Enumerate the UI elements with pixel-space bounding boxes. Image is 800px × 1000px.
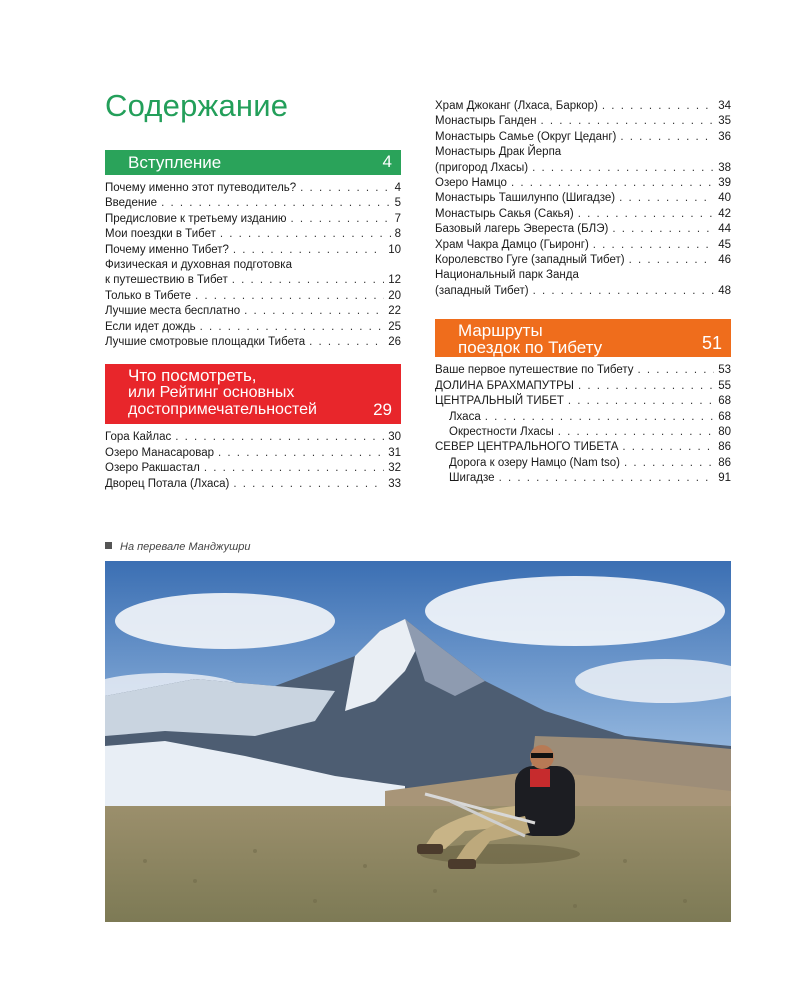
section-sights-page: 29 — [373, 400, 392, 420]
toc-entry-label: Монастырь Ганден — [435, 115, 537, 128]
dot-leader — [485, 410, 714, 425]
toc-entry[interactable] — [435, 176, 731, 191]
toc-entry[interactable] — [435, 191, 731, 206]
toc-entry[interactable] — [435, 238, 731, 253]
section-sights-title-3: достопримечательностей — [128, 401, 317, 419]
toc-entry-page: 48 — [718, 284, 731, 297]
toc-entry-page: 12 — [388, 274, 401, 287]
toc-entry-label: СЕВЕР ЦЕНТРАЛЬНОГО ТИБЕТА — [435, 441, 619, 454]
toc-entry-label: Лучшие смотровые площадки Тибета — [105, 336, 306, 349]
dot-leader — [629, 253, 715, 268]
toc-entry-label: Почему именно Тибет? — [105, 243, 229, 256]
toc-entry-label: Монастырь Драк Йерпа — [435, 146, 562, 159]
section-sights-header[interactable] — [105, 364, 401, 424]
toc-entry-label: Почему именно этот путеводитель? — [105, 182, 297, 194]
photo-caption — [105, 541, 251, 553]
toc-column-left — [105, 150, 401, 492]
dot-leader — [195, 289, 384, 304]
toc-entry-label: Лхаса — [449, 410, 481, 423]
dot-leader — [244, 304, 384, 319]
dot-leader — [612, 222, 714, 237]
toc-entry[interactable] — [105, 446, 401, 461]
toc-entry[interactable] — [435, 471, 731, 486]
toc-entry-page: 33 — [388, 477, 401, 490]
toc-entry-page: 86 — [718, 441, 731, 454]
toc-entry-page: 39 — [718, 177, 731, 190]
toc-entry-page: 35 — [718, 115, 731, 128]
toc-entry-label: Национальный парк Занда — [435, 269, 579, 282]
dot-leader — [624, 456, 714, 471]
toc-entry-page: 91 — [718, 472, 731, 485]
dot-leader — [558, 425, 714, 440]
dot-leader — [233, 243, 384, 258]
toc-entry-page: 68 — [718, 410, 731, 423]
page-title: Содержание — [105, 88, 289, 123]
section-routes-header[interactable] — [435, 319, 731, 357]
toc-entry[interactable] — [435, 99, 731, 114]
toc-entry-page: 26 — [388, 336, 401, 349]
section-intro-title: Вступление — [128, 153, 222, 172]
toc-entry[interactable] — [105, 212, 401, 227]
dot-leader — [511, 176, 714, 191]
toc-entry-label: Шигадзе — [449, 472, 495, 485]
toc-entry[interactable] — [105, 181, 401, 196]
toc-entry-label: ДОЛИНА БРАХМАПУТРЫ — [435, 379, 574, 392]
toc-entry-label: Базовый лагерь Эвереста (БЛЭ) — [435, 223, 609, 236]
dot-leader — [218, 446, 384, 461]
toc-entry[interactable] — [105, 289, 401, 304]
dot-leader — [300, 181, 390, 196]
toc-entry-page: 46 — [718, 254, 731, 267]
section-intro-page: 4 — [382, 152, 392, 171]
toc-entry-label: Озеро Манасаровар — [105, 446, 215, 459]
dot-leader — [622, 440, 714, 455]
dot-leader — [568, 394, 714, 409]
toc-entry[interactable] — [435, 268, 731, 299]
toc-entry-page: 22 — [388, 305, 401, 318]
toc-entry[interactable] — [105, 243, 401, 258]
toc-entry-page: 40 — [718, 192, 731, 205]
toc-entry[interactable] — [105, 477, 401, 492]
toc-entry-label: Предисловие к третьему изданию — [105, 212, 287, 225]
toc-entry[interactable] — [435, 456, 731, 471]
dot-leader — [200, 320, 385, 335]
toc-entry-page: 36 — [718, 130, 731, 143]
toc-entry-page: 5 — [394, 197, 401, 210]
toc-entry[interactable] — [435, 425, 731, 440]
toc-entry[interactable] — [435, 253, 731, 268]
toc-entry-page: 31 — [388, 446, 401, 459]
dot-leader — [309, 335, 384, 350]
bullet-square-icon — [105, 542, 112, 549]
toc-entry-label: Дворец Потала (Лхаса) — [105, 477, 230, 490]
dot-leader — [232, 273, 384, 288]
toc-entry-label: Ваше первое путешествие по Тибету — [435, 364, 634, 377]
toc-entry-label: Королевство Гуге (западный Тибет) — [435, 254, 625, 267]
toc-entry-label: Мои поездки в Тибет — [105, 228, 216, 241]
dot-leader — [619, 191, 714, 206]
toc-entry[interactable] — [105, 227, 401, 242]
toc-entry[interactable] — [105, 335, 401, 350]
dot-leader — [578, 379, 714, 394]
dot-leader — [161, 196, 391, 211]
toc-entry-page: 34 — [718, 100, 731, 112]
dot-leader — [593, 238, 714, 253]
section-intro-header[interactable] — [105, 150, 401, 175]
toc-entry[interactable] — [435, 145, 731, 176]
intro-list — [105, 181, 401, 350]
toc-entry-label: Гора Кайлас — [105, 431, 172, 444]
photo-caption-text: На перевале Манджушри — [120, 541, 251, 553]
toc-entry[interactable] — [435, 440, 731, 455]
toc-entry[interactable] — [105, 304, 401, 319]
toc-entry-label: Только в Тибете — [105, 289, 191, 302]
toc-entry[interactable] — [435, 394, 731, 409]
toc-entry[interactable] — [105, 196, 401, 211]
toc-entry-label: Монастырь Самье (Округ Цеданг) — [435, 130, 617, 143]
dot-leader — [233, 477, 384, 492]
toc-entry-page: 25 — [388, 320, 401, 333]
toc-entry[interactable] — [435, 410, 731, 425]
dot-leader — [291, 212, 391, 227]
toc-entry-label: Введение — [105, 197, 158, 210]
toc-column-right — [435, 99, 731, 487]
toc-entry-page: 30 — [388, 431, 401, 444]
toc-entry-label: Озеро Ракшастал — [105, 462, 200, 475]
sights-continued-list — [435, 99, 731, 299]
toc-entry-label: Окрестности Лхасы — [449, 425, 554, 438]
toc-entry[interactable] — [105, 461, 401, 476]
toc-entry[interactable] — [435, 379, 731, 394]
toc-entry[interactable] — [105, 258, 401, 289]
dot-leader — [602, 99, 714, 114]
toc-entry-page: 7 — [394, 212, 401, 225]
toc-entry-page: 10 — [388, 243, 401, 256]
toc-entry-page: 80 — [718, 425, 731, 438]
toc-entry-page: 42 — [718, 207, 731, 220]
section-routes-title-2: поездок по Тибету — [458, 338, 603, 358]
toc-entry[interactable] — [435, 222, 731, 237]
toc-entry-page: 68 — [718, 395, 731, 408]
toc-entry-label: ЦЕНТРАЛЬНЫЙ ТИБЕТ — [435, 395, 564, 408]
toc-entry-page: 38 — [718, 161, 731, 174]
toc-entry-label: Озеро Намцо — [435, 177, 507, 190]
sights-list — [105, 430, 401, 492]
dot-leader — [533, 284, 715, 299]
dot-leader — [638, 363, 715, 378]
toc-entry-label: Монастырь Ташилунпо (Шигадзе) — [435, 192, 616, 205]
toc-entry[interactable] — [435, 207, 731, 222]
toc-entry[interactable] — [435, 363, 731, 378]
dot-leader — [175, 430, 384, 445]
toc-entry-page: 44 — [718, 223, 731, 236]
section-sights-title-1: Что посмотреть, — [128, 366, 257, 386]
mountain-photo-icon — [105, 561, 731, 922]
toc-entry-page: 53 — [718, 364, 731, 377]
section-sights-title-2: или Рейтинг основных — [128, 384, 295, 402]
toc-entry-label: Лучшие места бесплатно — [105, 305, 241, 318]
toc-entry-label: (пригород Лхасы) — [435, 161, 529, 174]
toc-entry-label: Храм Джоканг (Лхаса, Баркор) — [435, 100, 598, 112]
toc-entry[interactable] — [435, 130, 731, 145]
toc-entry-page: 4 — [394, 182, 401, 194]
dot-leader — [620, 130, 714, 145]
toc-entry-label: Дорога к озеру Намцо (Nam tso) — [449, 456, 621, 469]
toc-entry-label: (западный Тибет) — [435, 284, 529, 297]
toc-entry-page: 55 — [718, 379, 731, 392]
dot-leader — [541, 114, 715, 129]
toc-entry-label: Храм Чакра Дамцо (Гьиронг) — [435, 238, 589, 251]
toc-entry-label: Физическая и духовная подготовка — [105, 259, 292, 272]
dot-leader — [204, 461, 384, 476]
section-routes-page: 51 — [701, 333, 722, 354]
dot-leader — [220, 227, 391, 242]
toc-entry[interactable] — [105, 430, 401, 445]
toc-entry[interactable] — [435, 114, 731, 129]
dot-leader — [499, 471, 715, 486]
toc-entry-page: 20 — [388, 289, 401, 302]
toc-entry-page: 45 — [718, 238, 731, 251]
routes-list — [435, 363, 731, 486]
toc-entry-page: 8 — [394, 228, 401, 241]
toc-entry-label: Монастырь Сакья (Сакья) — [435, 207, 574, 220]
toc-entry-page: 32 — [388, 462, 401, 475]
section-routes-title-1: Маршруты — [458, 321, 543, 341]
toc-entry-label: Если идет дождь — [105, 320, 196, 333]
dot-leader — [578, 207, 714, 222]
toc-entry-page: 86 — [718, 456, 731, 469]
mountain-photo — [105, 561, 731, 922]
toc-entry-label: к путешествию в Тибет — [105, 274, 228, 287]
toc-entry[interactable] — [105, 320, 401, 335]
dot-leader — [532, 161, 714, 176]
